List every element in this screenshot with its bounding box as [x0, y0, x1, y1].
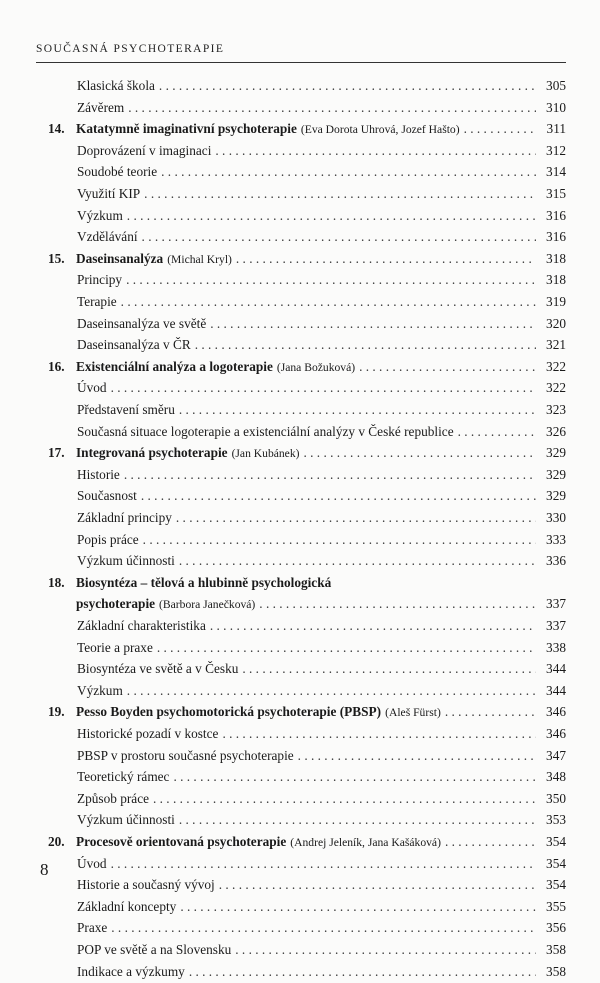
leader-dots [124, 464, 536, 486]
chapter-number: 14. [48, 121, 65, 137]
toc-section-entry [77, 745, 566, 767]
toc-section-entry [77, 529, 566, 551]
toc-chapter-entry [48, 356, 566, 378]
entry-page: 322 [546, 380, 566, 396]
entry-author: (Jana Božuková) [276, 360, 356, 374]
entry-author: (Michal Kryl) [167, 252, 232, 266]
leader-dots [195, 334, 536, 356]
leader-dots [210, 313, 536, 335]
entry-page: 321 [546, 337, 566, 353]
entry-title: Pesso Boyden psychomotorická psychoterapie (PBSP) [76, 704, 382, 720]
leader-dots [157, 637, 536, 659]
entry-page: 338 [546, 639, 566, 655]
leader-dots [189, 961, 536, 983]
leader-dots [235, 939, 536, 961]
entry-title: Úvod [77, 855, 107, 871]
entry-title: Způsob práce [77, 790, 149, 806]
entry-page: 329 [546, 445, 566, 461]
toc-section-entry [77, 485, 566, 507]
leader-dots [111, 377, 536, 399]
entry-title: Existenciální analýza a logoterapie [76, 358, 273, 374]
entry-page: 329 [546, 488, 566, 504]
chapter-number: 20. [48, 834, 65, 849]
entry-page: 311 [546, 121, 566, 137]
leader-dots [128, 97, 536, 119]
toc-section-entry [77, 853, 566, 875]
entry-title: Indikace a výzkumy [77, 963, 185, 979]
entry-page: 312 [546, 142, 566, 158]
toc-section-entry [77, 464, 566, 486]
entry-title: Katatymně imaginativní psychoterapie [76, 121, 297, 137]
entry-page: 318 [546, 272, 566, 288]
entry-page: 316 [546, 207, 566, 223]
entry-page: 337 [546, 618, 566, 633]
leader-dots [445, 831, 536, 853]
toc-section-entry [77, 809, 566, 831]
leader-dots [259, 593, 536, 615]
leader-dots [445, 701, 536, 723]
leader-dots [298, 745, 536, 767]
chapter-number: 19. [48, 704, 65, 720]
leader-dots [173, 766, 536, 788]
header-rule [36, 62, 566, 63]
toc-section-entry [77, 334, 566, 356]
entry-title: Doprovázení v imaginaci [77, 142, 212, 158]
leader-dots [142, 226, 536, 248]
toc-section-entry [77, 421, 566, 443]
toc-section-entry [77, 917, 566, 939]
toc-section-entry [77, 269, 566, 291]
entry-title: Daseinsanalýza ve světě [77, 315, 207, 331]
toc-section-entry [77, 97, 566, 119]
entry-page: 333 [546, 531, 566, 547]
leader-dots [111, 917, 536, 939]
entry-title: POP ve světě a na Slovensku [77, 942, 232, 957]
leader-dots [359, 356, 536, 378]
entry-page: 354 [546, 877, 566, 893]
leader-dots [464, 118, 536, 140]
entry-title: Základní charakteristika [77, 618, 206, 633]
toc-section-entry [77, 615, 566, 637]
leader-dots [458, 421, 536, 443]
chapter-number: 15. [48, 250, 65, 266]
entry-page: 329 [546, 466, 566, 482]
entry-page: 348 [546, 769, 566, 785]
toc-section-entry [77, 766, 566, 788]
leader-dots [242, 658, 536, 680]
toc-chapter-entry [48, 442, 566, 464]
entry-page: 314 [546, 164, 566, 180]
entry-title: Výzkum [77, 682, 123, 698]
toc-chapter-entry [48, 118, 566, 140]
toc-section-entry [77, 161, 566, 183]
entry-page: 356 [546, 920, 566, 936]
entry-page: 344 [546, 682, 566, 698]
leader-dots [215, 140, 536, 162]
entry-title: Principy [77, 272, 123, 288]
toc-section-entry [77, 183, 566, 205]
toc-section-entry [77, 140, 566, 162]
leader-dots [304, 442, 537, 464]
leader-dots [126, 269, 536, 291]
leader-dots [141, 485, 536, 507]
entry-title: Integrovaná psychoterapie [76, 445, 228, 461]
entry-title: Využití KIP [77, 186, 141, 201]
entry-title: Výzkum [77, 207, 123, 223]
toc-section-entry [77, 507, 566, 529]
entry-page: 319 [546, 294, 566, 309]
toc-section-entry [77, 961, 566, 983]
entry-page: 330 [546, 510, 566, 525]
leader-dots [180, 896, 536, 918]
entry-title: Úvod [77, 380, 107, 396]
entry-title: Historické pozadí v kostce [77, 726, 219, 741]
entry-title: Vzdělávání [77, 229, 138, 245]
entry-page: 358 [546, 963, 566, 979]
leader-dots [143, 529, 536, 551]
entry-page: 310 [546, 99, 566, 115]
entry-title: Biosyntéza – tělová a hlubinně psychologická [76, 574, 332, 590]
entry-page: 323 [546, 402, 566, 417]
entry-title: Daseinsanalýza v ČR [77, 337, 191, 353]
entry-page: 350 [546, 790, 566, 806]
leader-dots [111, 853, 536, 875]
chapter-number: 17. [48, 445, 65, 461]
page-number: 8 [40, 860, 49, 879]
entry-page: 337 [546, 596, 566, 612]
entry-title: Teoretický rámec [77, 769, 170, 785]
entry-page: 305 [546, 78, 566, 93]
toc-chapter-entry [48, 248, 566, 270]
entry-title: Závěrem [77, 99, 125, 115]
entry-title: Popis práce [77, 531, 139, 547]
entry-page: 315 [546, 186, 566, 201]
entry-title: Základní principy [77, 510, 172, 525]
running-header: SOUČASNÁ PSYCHOTERAPIE [36, 43, 225, 55]
leader-dots [127, 205, 536, 227]
entry-page: 320 [546, 315, 566, 331]
entry-title: Soudobé teorie [77, 164, 158, 180]
leader-dots [161, 161, 536, 183]
entry-title: Biosyntéza ve světě a v Česku [77, 661, 239, 677]
entry-title: Základní koncepty [77, 898, 177, 914]
entry-page: 316 [546, 229, 566, 245]
entry-title: Daseinsanalýza [76, 250, 164, 266]
toc-chapter-entry [48, 831, 566, 853]
toc-section-entry [76, 593, 566, 615]
toc-chapter-entry [48, 701, 566, 723]
entry-title: psychoterapie [76, 596, 156, 612]
entry-title: Výzkum účinnosti [77, 553, 175, 569]
leader-dots [222, 723, 536, 745]
leader-dots [121, 291, 536, 313]
entry-page: 358 [546, 942, 566, 957]
entry-title: Terapie [77, 294, 117, 309]
toc-section-entry [77, 226, 566, 248]
chapter-number: 16. [48, 358, 65, 374]
toc-section-entry [77, 723, 566, 745]
entry-page: 346 [546, 726, 566, 741]
leader-dots [176, 507, 536, 529]
entry-page: 344 [546, 661, 566, 677]
entry-page: 354 [546, 834, 566, 849]
entry-page: 318 [546, 250, 566, 266]
leader-dots [210, 615, 536, 637]
leader-dots [144, 183, 536, 205]
toc-section-entry [77, 75, 566, 97]
toc-section-entry [77, 658, 566, 680]
entry-author: (Aleš Fürst) [385, 706, 441, 720]
toc-section-entry [77, 205, 566, 227]
entry-page: 353 [546, 812, 566, 828]
entry-title: Procesově orientovaná psychoterapie [76, 834, 287, 849]
toc-chapter-entry [48, 572, 566, 594]
leader-dots [179, 399, 536, 421]
leader-dots [153, 788, 536, 810]
toc-section-entry [77, 788, 566, 810]
toc-section-entry [77, 896, 566, 918]
entry-page: 346 [546, 704, 566, 720]
entry-page: 354 [546, 855, 566, 871]
toc-section-entry [77, 399, 566, 421]
entry-title: PBSP v prostoru současné psychoterapie [77, 747, 294, 763]
entry-author: (Barbora Janečková) [159, 598, 256, 612]
leader-dots [179, 809, 536, 831]
entry-title: Historie a současný vývoj [77, 877, 215, 893]
entry-page: 336 [546, 553, 566, 569]
entry-page: 322 [546, 358, 566, 374]
entry-page: 347 [546, 747, 566, 763]
chapter-number: 18. [48, 574, 65, 590]
entry-title: Klasická škola [77, 78, 155, 93]
entry-title: Představení směru [77, 402, 175, 417]
entry-page: 326 [546, 423, 566, 439]
leader-dots [127, 680, 536, 702]
entry-title: Současnost [77, 488, 137, 504]
entry-page: 355 [546, 898, 566, 914]
toc-section-entry [77, 377, 566, 399]
entry-author: (Eva Dorota Uhrová, Jozef Hašto) [300, 123, 460, 137]
leader-dots [236, 248, 536, 270]
toc-section-entry [77, 291, 566, 313]
entry-title: Teorie a praxe [77, 639, 153, 655]
entry-title: Praxe [77, 920, 108, 936]
entry-title: Současná situace logoterapie a existenciální analýzy v České republice [77, 423, 454, 439]
leader-dots [179, 550, 536, 572]
toc-section-entry [77, 313, 566, 335]
entry-author: (Jan Kubánek) [231, 447, 300, 461]
entry-title: Historie [77, 466, 120, 482]
toc-section-entry [77, 680, 566, 702]
toc-section-entry [77, 550, 566, 572]
toc-section-entry [77, 939, 566, 961]
leader-dots [159, 75, 536, 97]
entry-title: Výzkum účinnosti [77, 812, 175, 828]
entry-author: (Andrej Jeleník, Jana Kašáková) [290, 836, 441, 849]
toc-section-entry [77, 637, 566, 659]
